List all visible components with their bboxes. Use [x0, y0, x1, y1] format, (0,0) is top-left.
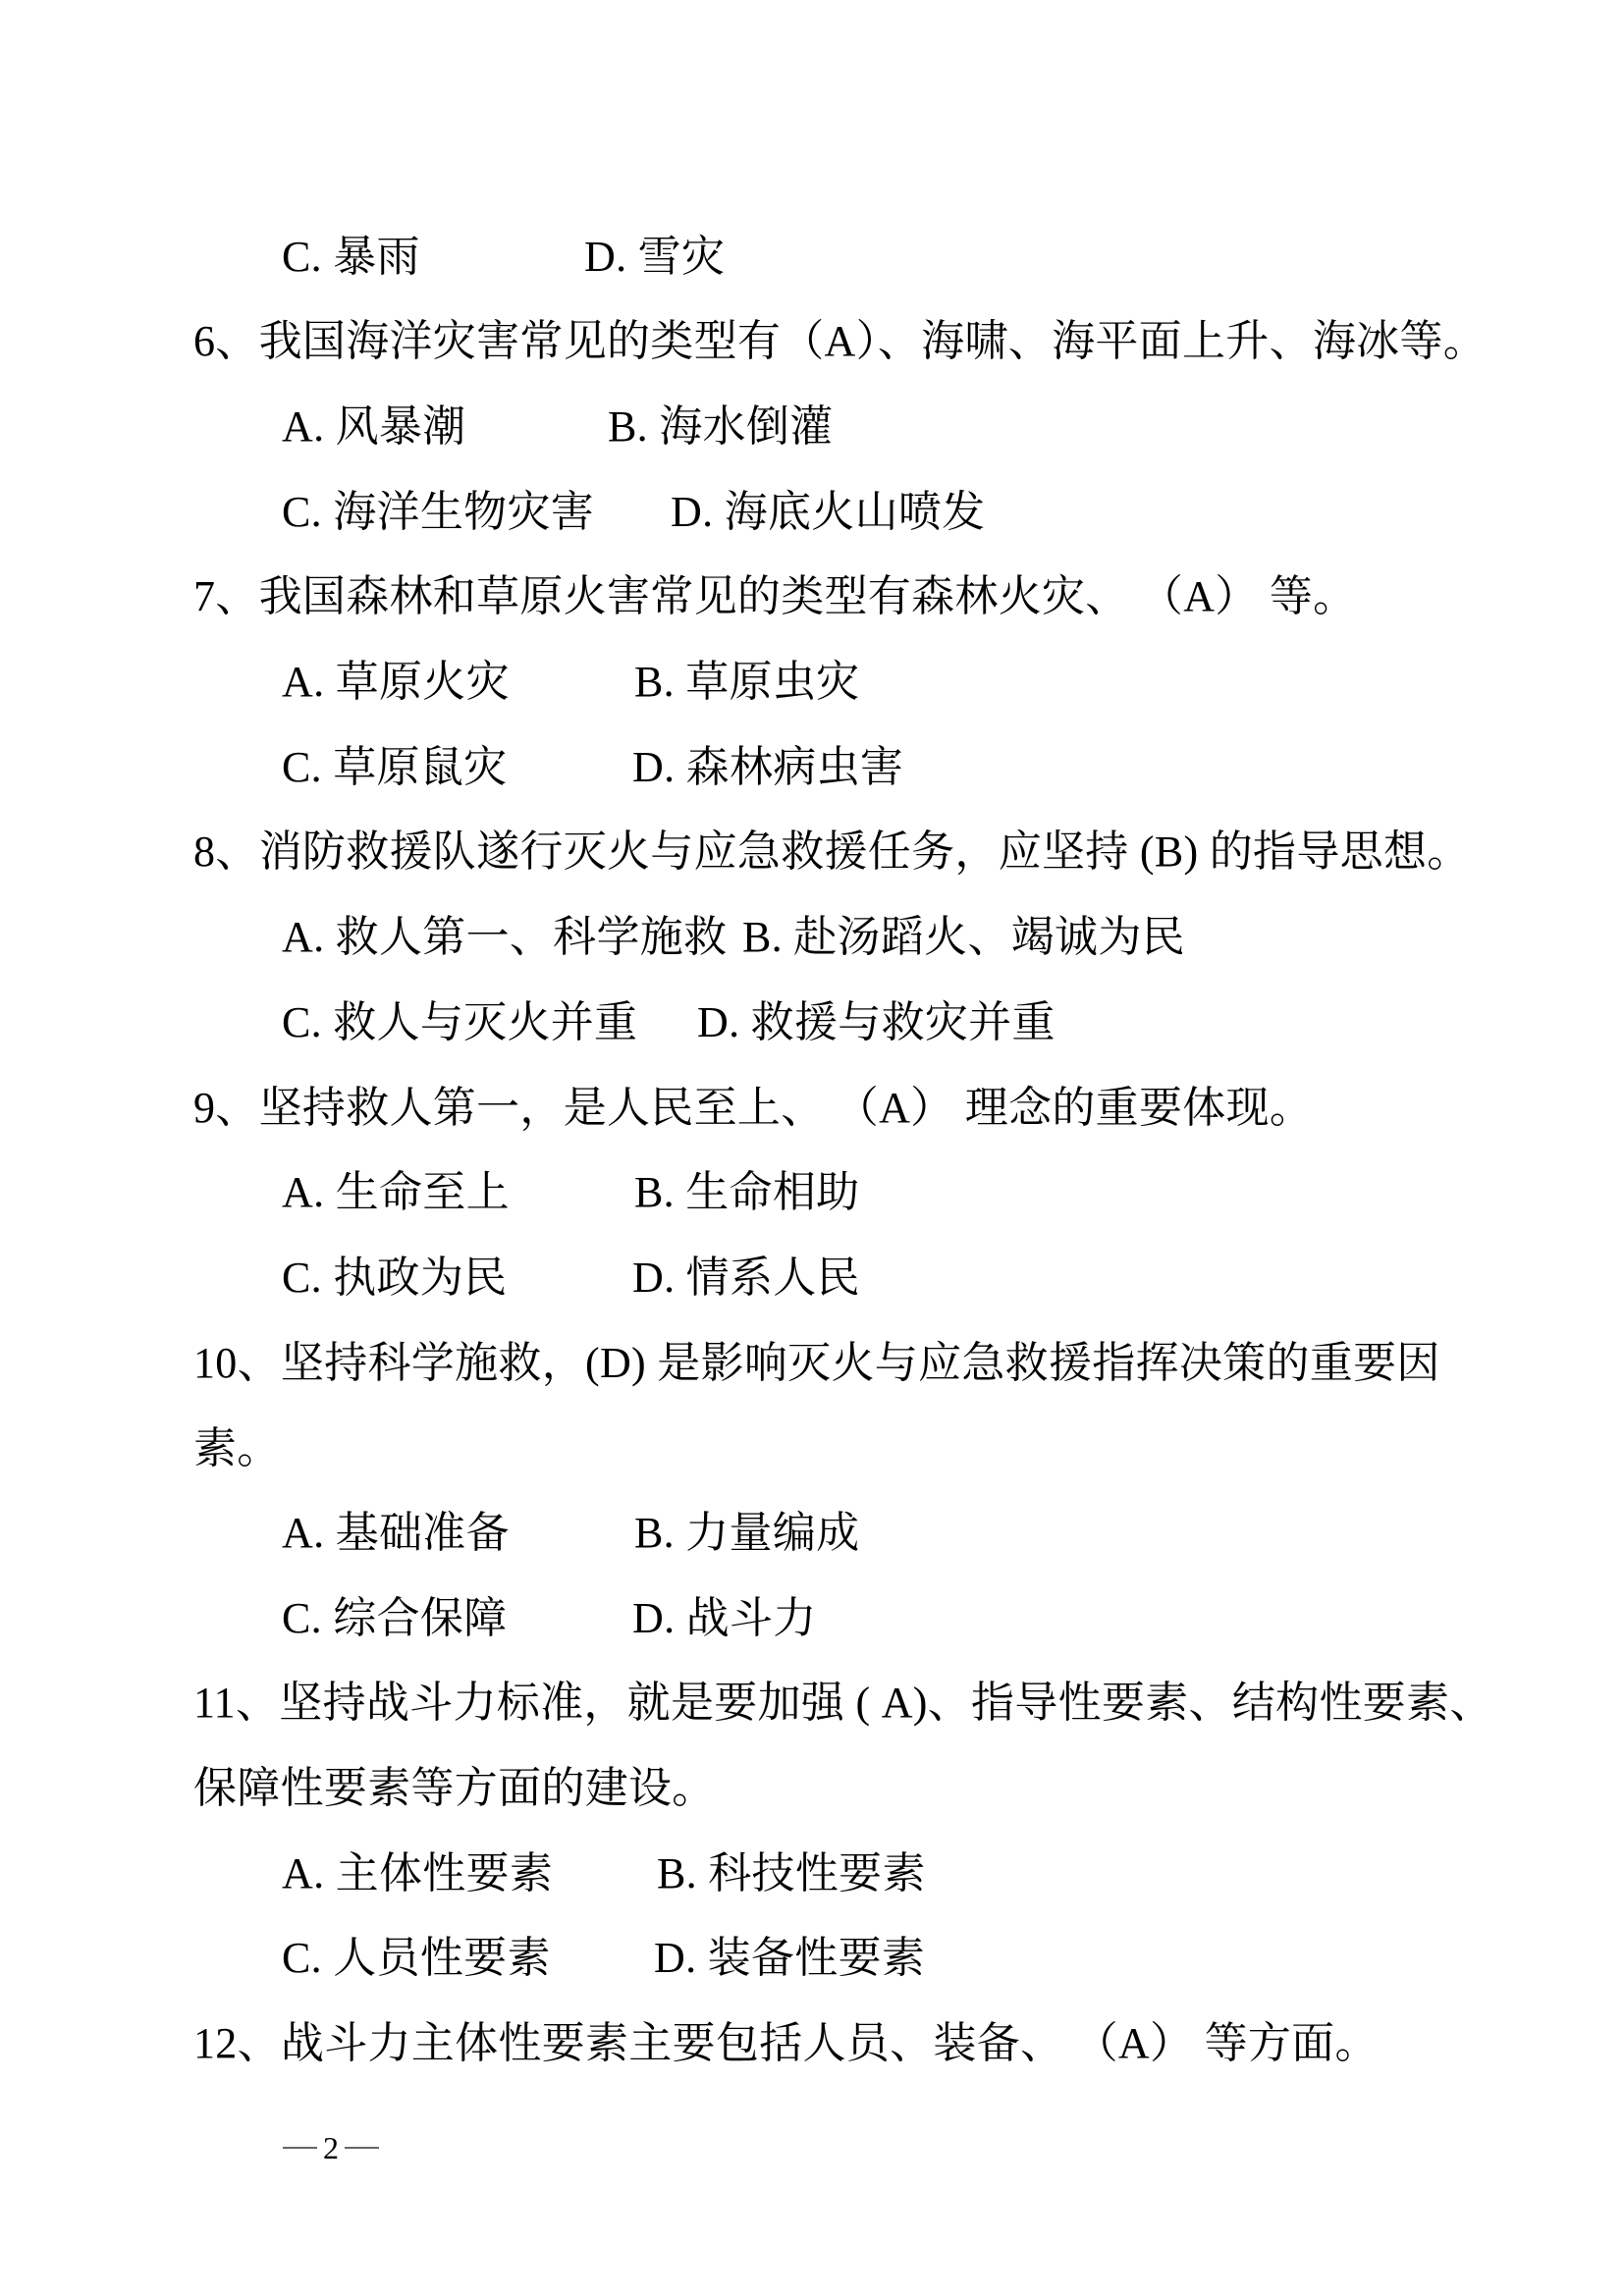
option-d: D. 情系人民 — [632, 1254, 860, 1302]
q9-options-cd — [282, 1235, 1460, 1320]
option-b: B. 力量编成 — [634, 1509, 860, 1557]
q10-options-ab — [282, 1490, 1460, 1575]
q6-options-ab — [282, 384, 1460, 469]
option-a: A. 救人第一、科学施救 — [282, 913, 728, 961]
option-d: D. 雪灾 — [584, 233, 726, 281]
question-8: 8、消防救援队遂行灭火与应急救援任务，应坚持 (B) 的指导思想。 — [193, 828, 1471, 876]
option-c: C. 救人与灭火并重 — [282, 998, 638, 1046]
option-c: C. 草原鼠灾 — [282, 743, 508, 791]
option-b: B. 赴汤蹈火、竭诚为民 — [742, 913, 1185, 961]
option-d: D. 救援与救灾并重 — [697, 998, 1056, 1046]
page-number — [283, 2128, 379, 2167]
option-a: A. 基础准备 — [282, 1509, 510, 1557]
q8-options-ab — [282, 894, 1460, 980]
question-10-line-1: 10、坚持科学施救，(D) 是影响灭火与应急救援指挥决策的重要因 — [193, 1339, 1440, 1387]
option-a: A. 主体性要素 — [282, 1849, 554, 1897]
option-d: D. 装备性要素 — [654, 1934, 926, 1982]
q11-options-ab — [282, 1831, 1460, 1916]
option-d: D. 战斗力 — [632, 1594, 817, 1642]
question-12: 12、战斗力主体性要素主要包括人员、装备、 （A） 等方面。 — [193, 2019, 1379, 2067]
question-10-line-2: 素。 — [193, 1424, 281, 1472]
option-d: D. 海底火山喷发 — [671, 488, 986, 536]
q10-options-cd — [282, 1575, 1460, 1661]
option-b: B. 生命相助 — [634, 1168, 860, 1216]
question-11-line-1: 11、坚持战斗力标准，就是要加强 ( A)、指导性要素、结构性要素、 — [193, 1679, 1493, 1727]
option-a: A. 风暴潮 — [282, 402, 466, 451]
page-number-dash-right — [345, 2147, 379, 2149]
option-b: B. 草原虫灾 — [634, 658, 860, 706]
option-c: C. 人员性要素 — [282, 1934, 551, 1982]
option-c: C. 综合保障 — [282, 1594, 508, 1642]
page-number-value: 2 — [323, 2130, 339, 2165]
option-b: B. 科技性要素 — [657, 1849, 926, 1897]
q7-options-cd — [282, 724, 1460, 810]
option-d: D. 森林病虫害 — [632, 743, 904, 791]
page-number-dash-left — [283, 2147, 317, 2149]
option-b: B. 海水倒灌 — [608, 402, 834, 451]
option-c: C. 海洋生物灾害 — [282, 488, 595, 536]
question-6: 6、我国海洋灾害常见的类型有（A）、海啸、海平面上升、海冰等。 — [193, 317, 1488, 365]
q7-options-ab — [282, 639, 1460, 724]
q5-options-cd — [282, 214, 1460, 299]
option-c: C. 暴雨 — [282, 233, 420, 281]
q11-options-cd — [282, 1915, 1460, 2001]
q9-options-ab — [282, 1149, 1460, 1235]
q8-options-cd — [282, 980, 1460, 1065]
option-a: A. 草原火灾 — [282, 658, 510, 706]
question-7: 7、我国森林和草原火害常见的类型有森林火灾、 （A） 等。 — [193, 572, 1357, 620]
q6-options-cd — [282, 469, 1460, 555]
option-c: C. 执政为民 — [282, 1254, 508, 1302]
option-a: A. 生命至上 — [282, 1168, 510, 1216]
question-9: 9、坚持救人第一，是人民至上、 （A） 理念的重要体现。 — [193, 1084, 1314, 1132]
question-11-line-2: 保障性要素等方面的建设。 — [193, 1764, 716, 1812]
